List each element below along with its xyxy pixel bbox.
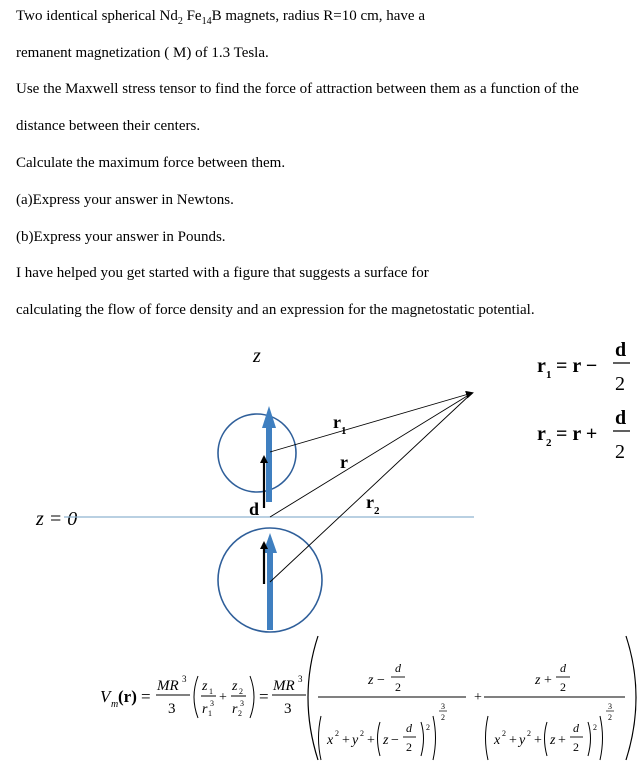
eq1-lhs: r xyxy=(537,355,546,377)
formula-den2-two: 2 xyxy=(573,740,579,754)
formula-den2-d: d xyxy=(573,721,579,735)
formula-den2-lparen xyxy=(486,716,489,760)
formula-eq1: = xyxy=(141,687,151,706)
equation-r2 xyxy=(537,407,630,463)
label-d: d xyxy=(249,499,260,519)
formula-num2-two: 2 xyxy=(560,680,566,694)
problem-line-6: (a)Express your answer in Newtons. xyxy=(16,192,234,208)
formula-r2-sub: 2 xyxy=(238,709,242,718)
formula-den1-exp-den: 2 xyxy=(441,713,445,722)
label-r1: r xyxy=(333,412,341,432)
formula-den2-inner-rparen xyxy=(588,722,591,756)
line1-post: B magnets, radius R=10 cm, have a xyxy=(211,8,425,24)
formula-den1-y-sq: 2 xyxy=(360,729,364,738)
formula-num2-d: d xyxy=(560,661,566,675)
label-r2: r xyxy=(366,492,374,512)
problem-line-9: calculating the flow of force density and an expression for the magnetostatic potential. xyxy=(16,302,535,318)
formula-den2-plus3: + xyxy=(558,733,566,748)
formula-V-sub: m xyxy=(111,699,119,710)
formula-den2-x-sq: 2 xyxy=(502,729,506,738)
formula-den2-x: x xyxy=(494,733,501,748)
potential-formula xyxy=(100,636,636,760)
formula-den1-exp-num: 3 xyxy=(441,702,445,711)
formula-r1: r xyxy=(202,702,208,717)
formula-den1-inner-lparen xyxy=(378,722,381,756)
problem-line-4: distance between their centers. xyxy=(16,118,201,134)
label-r1-sub: 1 xyxy=(341,425,347,437)
formula-den2-inner-lparen xyxy=(545,722,548,756)
eq1-frac-num: d xyxy=(615,339,627,361)
eq2-frac-num: d xyxy=(615,407,627,429)
axis-z-label: z xyxy=(253,345,261,367)
formula-den1-rparen xyxy=(433,716,436,760)
formula-MR-2: MR xyxy=(273,678,295,694)
formula-num1-z: z xyxy=(368,673,374,688)
formula-den1-minus: − xyxy=(391,733,399,748)
formula-plus-mid: + xyxy=(474,690,482,705)
formula-den1-plus2: + xyxy=(367,733,375,748)
formula-den2-plus1: + xyxy=(509,733,517,748)
label-r: r xyxy=(340,452,348,472)
formula-den1-d: d xyxy=(406,721,412,735)
formula-big-lparen xyxy=(308,636,318,760)
formula-MR-2-cube: 3 xyxy=(298,674,303,684)
formula-den1-inner-rparen xyxy=(421,722,424,756)
formula-r2: r xyxy=(232,702,238,717)
formula-den1-two: 2 xyxy=(406,740,412,754)
formula-den1-inner-sq: 2 xyxy=(426,723,430,732)
formula-den1-plus1: + xyxy=(342,733,350,748)
label-r2-sub: 2 xyxy=(374,505,380,517)
formula-den1-x: x xyxy=(327,733,334,748)
formula-den1-z: z xyxy=(383,733,389,748)
z-zero-label: z = 0 xyxy=(36,508,78,530)
vector-r2-line xyxy=(270,393,472,582)
formula-den2-inner-sq: 2 xyxy=(593,723,597,732)
formula-z2: z xyxy=(232,679,238,694)
formula-den2-plus2: + xyxy=(534,733,542,748)
line1-mid: Fe xyxy=(182,8,202,24)
upper-magnet-circle xyxy=(218,414,296,492)
formula-den1-x-sq: 2 xyxy=(335,729,339,738)
formula-den2-exp-den: 2 xyxy=(608,713,612,722)
formula-r1-cube: 3 xyxy=(210,699,214,708)
problem-line-8: I have helped you get started with a figure that suggests a surface for xyxy=(16,265,429,281)
formula-z1-sub: 1 xyxy=(209,687,213,696)
formula-den1-lparen xyxy=(319,716,322,760)
formula-num1-d: d xyxy=(395,661,401,675)
formula-rparen-1 xyxy=(250,676,254,718)
eq2-mid: = r + xyxy=(556,423,598,445)
formula-MR-2-den: 3 xyxy=(284,701,292,717)
formula-z1: z xyxy=(202,679,208,694)
formula-num1-minus: − xyxy=(377,673,385,688)
eq2-frac-den: 2 xyxy=(615,441,625,463)
vector-r1-line xyxy=(270,393,472,452)
formula-arg: (r) xyxy=(118,687,137,706)
formula-plus-1: + xyxy=(219,690,227,705)
formula-MR-1: MR xyxy=(157,678,179,694)
formula-r2-cube: 3 xyxy=(240,699,244,708)
eq1-frac-den: 2 xyxy=(615,373,625,395)
lower-magnetization-shaft xyxy=(267,550,273,630)
formula-V: V xyxy=(100,687,111,706)
equation-r1 xyxy=(537,339,630,395)
eq2-lhs: r xyxy=(537,423,546,445)
problem-line-5: Calculate the maximum force between them. xyxy=(16,155,286,171)
formula-den2-y: y xyxy=(519,733,526,748)
formula-den2-z: z xyxy=(550,733,556,748)
formula-den2-exp-num: 3 xyxy=(608,702,612,711)
formula-big-rparen xyxy=(626,636,636,760)
problem-line-2: remanent magnetization ( M) of 1.3 Tesla. xyxy=(16,45,269,61)
formula-r1-sub: 1 xyxy=(208,709,212,718)
upper-magnetization-shaft xyxy=(266,426,272,502)
line1-sub2: 14 xyxy=(201,16,212,27)
problem-line-7: (b)Express your answer in Pounds. xyxy=(16,229,226,245)
line1-pre: Two identical spherical Nd xyxy=(16,8,178,24)
problem-line-3: Use the Maxwell stress tensor to find the force of attraction between them as a function of the xyxy=(16,81,579,97)
formula-lparen-1 xyxy=(194,676,198,718)
formula-den2-rparen xyxy=(600,716,603,760)
formula-den2-y-sq: 2 xyxy=(527,729,531,738)
eq2-sub: 2 xyxy=(546,437,552,449)
eq1-mid: = r − xyxy=(556,355,598,377)
eq1-sub: 1 xyxy=(546,369,552,381)
line1-sub1: 2 xyxy=(177,16,183,27)
formula-MR-1-cube: 3 xyxy=(182,674,187,684)
formula-MR-1-den: 3 xyxy=(168,701,176,717)
formula-num1-two: 2 xyxy=(395,680,401,694)
formula-den1-y: y xyxy=(352,733,359,748)
formula-eq2: = xyxy=(259,687,269,706)
formula-num2-plus: + xyxy=(544,673,552,688)
formula-z2-sub: 2 xyxy=(239,687,243,696)
formula-num2-z: z xyxy=(535,673,541,688)
